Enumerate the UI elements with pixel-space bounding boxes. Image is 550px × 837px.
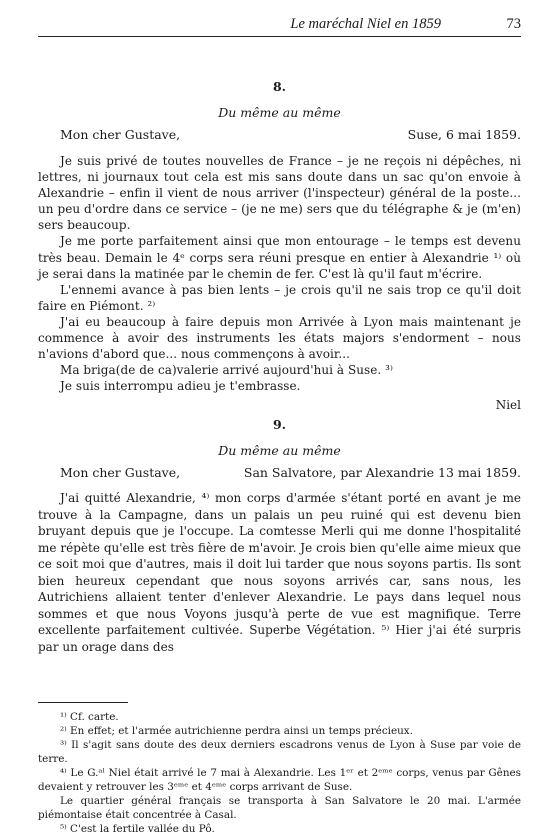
footnote-divider bbox=[38, 702, 128, 703]
paragraph: Je me porte parfaitement ainsi que mon entourage – le temps est devenu très beau. Demain le 4ᵉ corps sera réuni presque en entier à Alexandrie ¹⁾ où je serai dans la matinée par le chemin de fer. C'est là qu'il faut m'écrire. bbox=[38, 234, 521, 281]
letter-number: 9. bbox=[272, 417, 287, 433]
paragraph: Je suis interrompu adieu je t'embrasse. bbox=[60, 379, 301, 394]
place-date: San Salvatore, par Alexandrie 13 mai 1859. bbox=[243, 465, 521, 481]
footnotes bbox=[38, 711, 521, 836]
running-title: Le maréchal Niel en 1859 bbox=[290, 16, 441, 32]
letter-rubric: Du même au même bbox=[218, 105, 341, 120]
salutation: Mon cher Gustave, bbox=[60, 465, 181, 481]
signature: Niel bbox=[495, 398, 521, 413]
paragraph: J'ai eu beaucoup à faire depuis mon Arrivée à Lyon mais maintenant je commence à avoir des instruments les états majors s'endorment – nous n'avions d'abord que... nous commençons à avoir... bbox=[38, 314, 521, 362]
paragraph: J'ai quitté Alexandrie, ⁴⁾ mon corps d'armée s'étant porté en avant je me trouve à la Campagne, dans un palais un peu ruiné qui est devenu bien bruyant depuis que je l'occupe. La comtesse Merli qui me donne l'hospitalité me répète qu'elle est très fière de m'avoir. Je crois bien qu'elle aime mieux que ce soit moi que d'autres, mais il doit lui tarder que nous soyons partis. Ils sont bien heureux cependant que nous soyons arrivés car, sans nous, les Autrichiens allaient tenter d'enlever Alexandrie. Le pays dans lequel nous sommes et que nous Voyons jusqu'à perte de vue est magnifique. Terre excellente parfaitement cultivée. Superbe Végétation. ⁵⁾ Hier j'ai été surpris par un orage dans des bbox=[38, 491, 521, 654]
paragraph: Ma briga(de de ca)valerie arrivé aujourd'hui à Suse. ³⁾ bbox=[60, 363, 394, 378]
letter-rubric: Du même au même bbox=[218, 443, 341, 459]
letter-body bbox=[38, 490, 521, 655]
letter-heading bbox=[38, 465, 521, 482]
footnote: ⁴⁾ Le G.ᵃˡ Niel était arrivé le 7 mai à Alexandrie. Les 1ᵉʳ et 2ᵉᵐᵉ corps, venus par Gênes devaient y retrouver les 3ᵉᵐᵉ et 4ᵉᵐᵉ corps arrivant de Suse. bbox=[38, 767, 521, 793]
book-page bbox=[38, 16, 521, 837]
salutation: Mon cher Gustave, bbox=[60, 127, 181, 142]
letter-number: 8. bbox=[272, 79, 287, 94]
footnote: Le quartier général français se transporta à San Salvatore le 20 mai. L'armée piémontaise était concentrée à Casal. bbox=[38, 794, 521, 821]
letter-heading bbox=[38, 127, 521, 144]
place-date: Suse, 6 mai 1859. bbox=[407, 127, 521, 142]
page-number: 73 bbox=[506, 16, 521, 32]
paragraph: L'ennemi avance à pas bien lents – je crois qu'il ne sais trop ce qu'il doit faire en Piémont. ²⁾ bbox=[38, 282, 521, 313]
letter-body bbox=[38, 153, 521, 394]
footnote: ⁵⁾ C'est la fertile vallée du Pô. bbox=[60, 822, 215, 835]
footnote: ¹⁾ Cf. carte. bbox=[60, 711, 119, 724]
paragraph: Je suis privé de toutes nouvelles de France – je ne reçois ni dépêches, ni lettres, ni journaux tout cela est mis sans doute dans un sac qu'on envoie à Alexandrie – enfin il vient de nous arriver (l'inspecteur) général de la poste... un peu d'ordre dans ce service – (je ne me) sers que du télégraphe & je (m'en) sers beaucoup. bbox=[38, 154, 521, 233]
running-header bbox=[38, 16, 521, 37]
footnote: ³⁾ Il s'agit sans doute des deux derniers escadrons venus de Lyon à Suse par voie de terre. bbox=[38, 739, 521, 766]
footnote: ²⁾ En effet; et l'armée autrichienne perdra ainsi un temps précieux. bbox=[60, 725, 413, 738]
